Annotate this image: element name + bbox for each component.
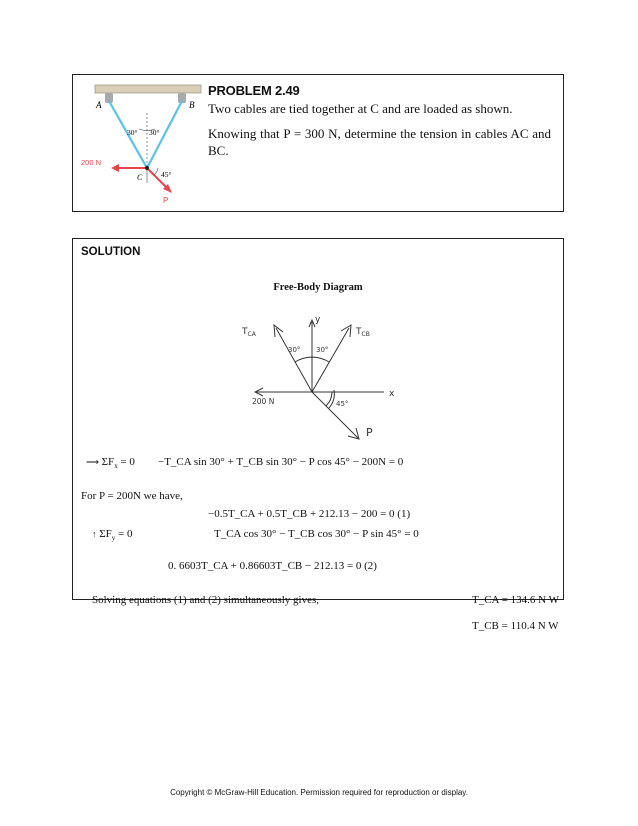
- fbd-title: Free-Body Diagram: [273, 282, 363, 293]
- force-200n-label: 200 N: [81, 158, 102, 167]
- label-c: C: [137, 173, 143, 182]
- angle-p-label: 45°: [161, 170, 172, 179]
- sum-fy-equation: ↑ $\Sigma F_y = 0$: [92, 528, 133, 543]
- solution-title: SOLUTION: [81, 246, 141, 258]
- sum-fx-equation: ⟶ $\Sigma F_x = 0$: [86, 456, 135, 471]
- up-arrow-icon: ↑: [92, 529, 97, 539]
- equation-1: −0.5T_CA + 0.5T_CB + 212.13 − 200 = 0 (1): [208, 508, 411, 520]
- fbd-x-label: x: [389, 389, 395, 399]
- joint-c: [145, 166, 149, 170]
- fbd-y-label: y: [315, 315, 321, 325]
- fbd-tca-label: $T_{CA}$: [242, 327, 256, 338]
- problem-figure: [81, 83, 209, 208]
- solving-line: Solving equations (1) and (2) simultaneously gives,: [92, 594, 319, 606]
- angle-right-label: 30°: [149, 128, 160, 137]
- result-tca: T_CA = 134.6 N W: [472, 594, 559, 606]
- equation-2: 0. 6603T_CA + 0.86603T_CB − 212.13 = 0 (2): [168, 560, 377, 572]
- copyright-footer: Copyright © McGraw-Hill Education. Permission required for reproduction or display.: [170, 788, 468, 797]
- problem-title: PROBLEM 2.49: [208, 83, 300, 98]
- ceiling-beam: [95, 85, 201, 93]
- label-p: P: [163, 196, 169, 205]
- for-p-line: For P = 200N we have,: [81, 490, 183, 502]
- fx-equation: −T_CA sin 30° + T_CB sin 30° − P cos 45° − 200N = 0: [158, 456, 404, 468]
- label-b: B: [189, 100, 195, 110]
- result-tcb: T_CB = 110.4 N W: [472, 620, 559, 632]
- right-arrow-icon: ⟶: [86, 457, 99, 467]
- free-body-diagram: [232, 310, 412, 445]
- fbd-p-label: P: [366, 426, 373, 439]
- fbd-angle-right: 30°: [316, 346, 329, 354]
- angle-left-label: 30°: [127, 128, 138, 137]
- fbd-tcb-label: $T_{CB}$: [356, 327, 370, 338]
- fbd-angle-left: 30°: [288, 346, 301, 354]
- fbd-p-line: [312, 392, 358, 438]
- label-a: A: [96, 100, 102, 110]
- problem-text-2: Knowing that P = 300 N, determine the tension in cables AC and BC.: [208, 126, 551, 158]
- tca-line: [276, 328, 312, 392]
- fbd-angle-p: 45°: [336, 400, 349, 408]
- fy-equation: T_CA cos 30° − T_CB cos 30° − P sin 45° = 0: [214, 528, 419, 540]
- problem-text-1: Two cables are tied together at C and are loaded as shown.: [208, 101, 513, 116]
- fbd-200n-label: 200 N: [252, 397, 275, 406]
- tcb-line: [312, 328, 349, 392]
- problem-box: [72, 74, 564, 212]
